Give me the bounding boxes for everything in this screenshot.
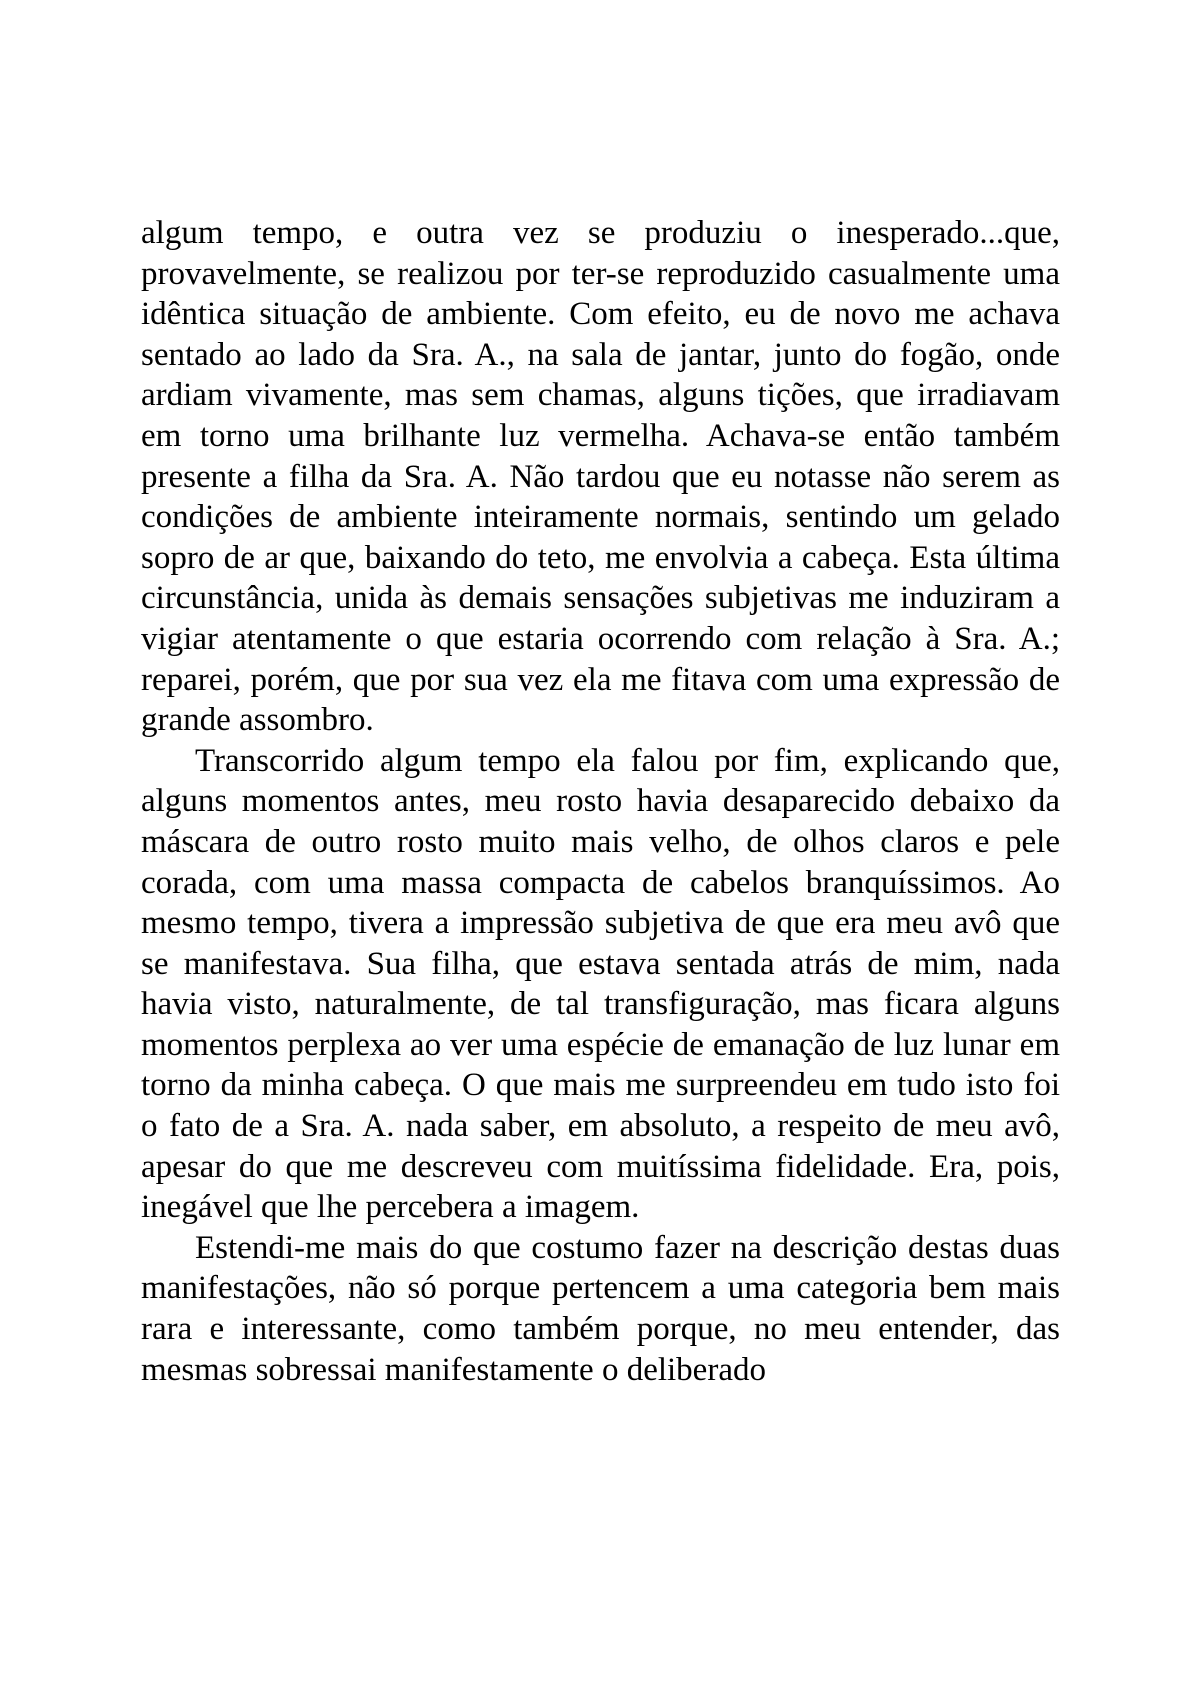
body-text [141,213,1060,1390]
paragraph-continuation: algum tempo, e outra vez se produziu o inesperado...que, provavelmente, se realizou por ter-se reproduzido casualmente uma idêntica situação de ambiente. Com efeito, eu de novo me achava sentado ao lado da Sra. A., na sala de jantar, junto do fogão, onde ardiam vivamente, mas sem chamas, alguns tições, que irradiavam em torno uma brilhante luz vermelha. Achava-se então também presente a filha da Sra. A. Não tardou que eu notasse não serem as condições de ambiente inteiramente normais, sentindo um gelado sopro de ar que, baixando do teto, me envolvia a cabeça. Esta última circunstância, unida às demais sensações subjetivas me induziram a vigiar atentamente o que estaria ocorrendo com relação à Sra. A.; reparei, porém, que por sua vez ela me fitava com uma expressão de grande assombro. [141,215,1060,739]
paragraph-transfiguration: Transcorrido algum tempo ela falou por fim, explicando que, alguns momentos antes, meu rosto havia desaparecido debaixo da máscara de outro rosto muito mais velho, de olhos claros e pele corada, com uma massa compacta de cabelos branquíssimos. Ao mesmo tempo, tivera a impressão subjetiva de que era meu avô que se manifestava. Sua filha, que estava sentada atrás de mim, nada havia visto, naturalmente, de tal transfiguração, mas ficara alguns momentos perplexa ao ver uma espécie de emanação de luz lunar em torno da minha cabeça. O que mais me surpreendeu em tudo isto foi o fato de a Sra. A. nada saber, em absoluto, a respeito de meu avô, apesar do que me descreveu com muitíssima fidelidade. Era, pois, inegável que lhe percebera a imagem. [141,742,1060,1226]
paragraph-conclusion: Estendi-me mais do que costumo fazer na descrição destas duas manifestações, não só porque pertencem a uma categoria bem mais rara e interessante, como também porque, no meu entender, das mesmas sobressai manifestamente o deliberado [141,1229,1060,1388]
